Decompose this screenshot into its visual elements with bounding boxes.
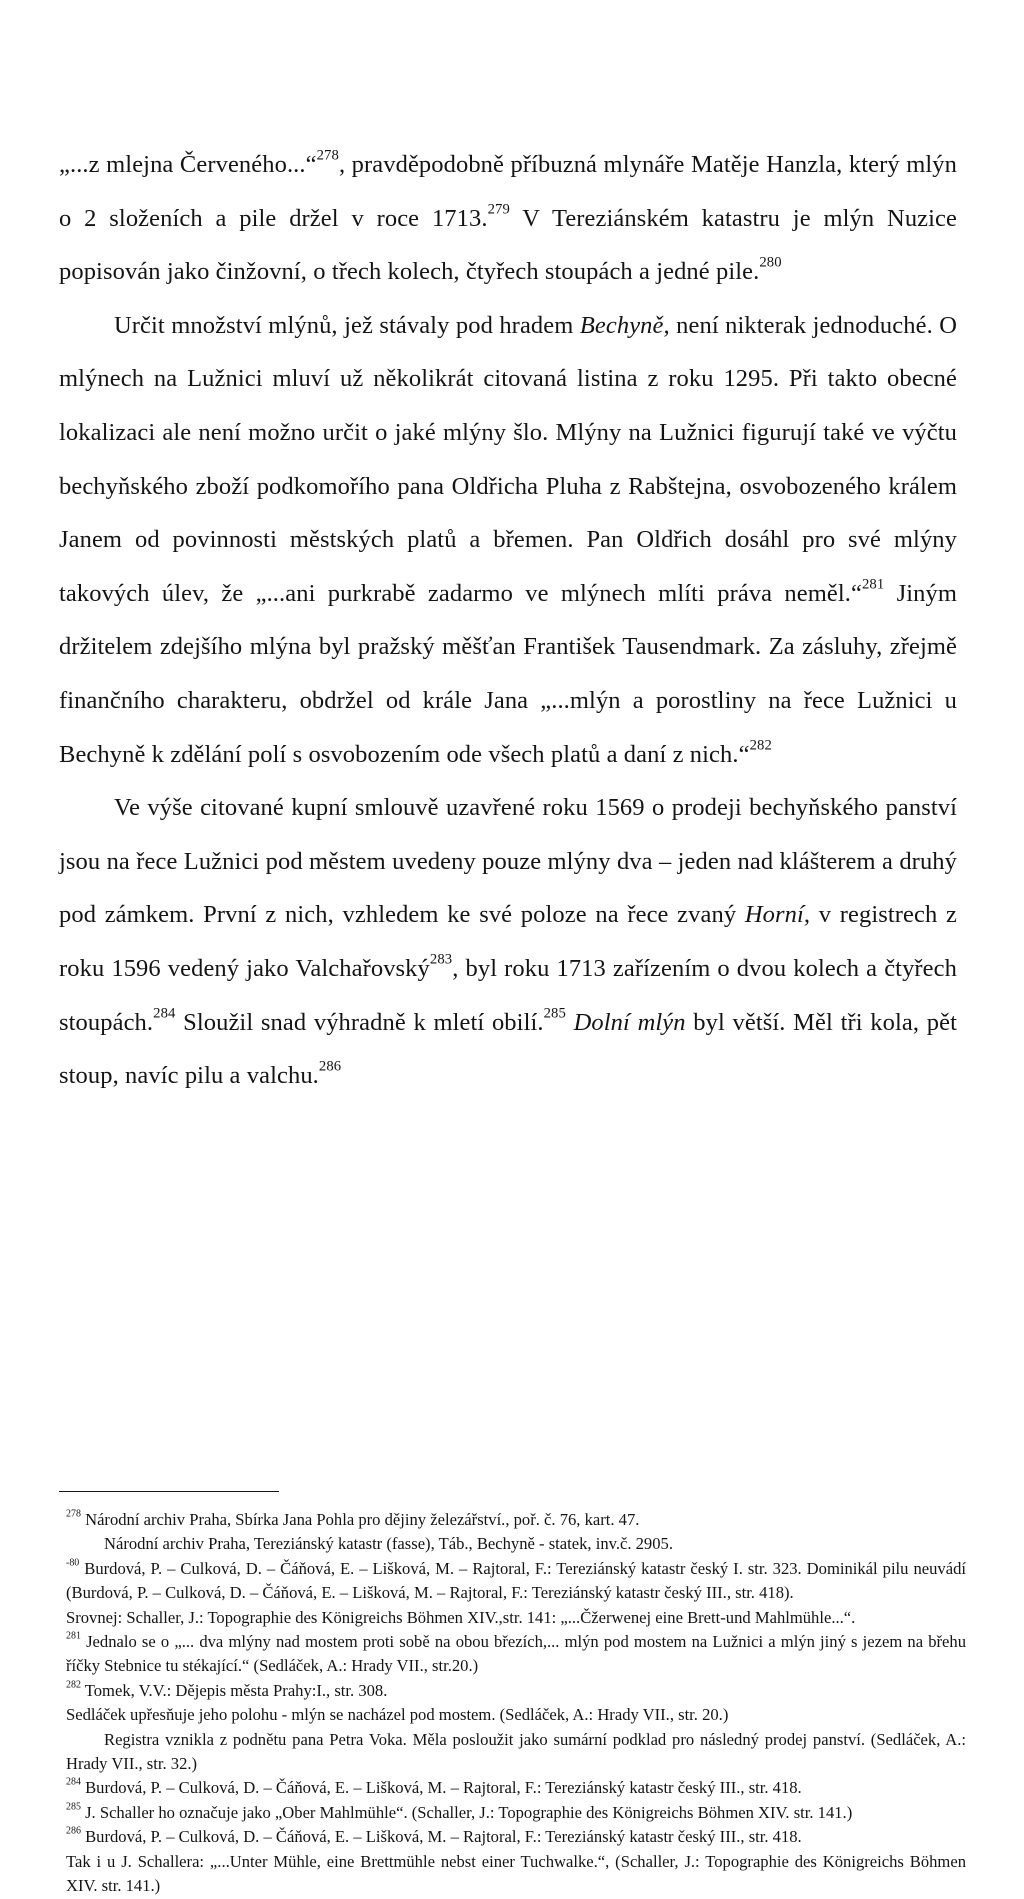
- footnote-ref-284: 284: [153, 1005, 176, 1022]
- footnote-number: 281: [66, 1630, 81, 1642]
- footnote-283-continued: [66, 1728, 966, 1777]
- footnote-280: [66, 1557, 966, 1606]
- text: není nikterak jednoduché. O mlýnech na Lužnici mluví už několikrát citovaná listina z roku 1295. Při takto obecné lokalizaci ale není možno určit o jaké mlýny šlo. Mlýny na Lužnici figurují také ve výčtu bechyňského zboží podkomořího pana Oldřicha Pluha z Rabštejna, osvobozeného králem Janem od povinnosti městských platů a břemen. Pan Oldřich dosáhl pro své mlýny takových úlev, že „...ani purkrabě zadarmo ve mlýnech mlíti práva neměl.“: [59, 311, 958, 607]
- footnote-text: Národní archiv Praha, Sbírka Jana Pohla pro dějiny železářství., poř. č. 76, kart. 47.: [80, 1510, 640, 1529]
- footnote-285: [66, 1801, 966, 1825]
- footnote-278: [66, 1508, 966, 1532]
- footnote-ref-279: 279: [487, 201, 510, 218]
- footnote-ref-281: 281: [861, 576, 885, 593]
- footnote-text: Sedláček upřesňuje jeho polohu - mlýn se nacházel pod mostem. (Sedláček, A.: Hrady VII., str. 20.): [66, 1705, 729, 1725]
- paragraph-3: [59, 781, 957, 1103]
- text: V Tereziánském katastru je mlýn Nuzice popisován jako činžovní, o třech kolech, čtyřech stoupách a jedné pile.: [59, 204, 958, 286]
- footnote-text: Burdová, P. – Culková, D. – Čáňová, E. – Lišková, M. – Rajtoral, F.: Tereziánský katastr český III., str. 418.: [80, 1827, 802, 1847]
- footnote-ref-283: 283: [429, 951, 453, 968]
- text: byl větší. Měl tři kola, pět stoup, navíc pilu a valchu.: [59, 1008, 957, 1090]
- text: v registrech z roku 1596 vedený jako Valchařovský: [59, 901, 957, 982]
- text: „...z mlejna Červeného...“: [59, 151, 317, 178]
- footnote-text: Srovnej: Schaller, J.: Topographie des Königreichs Böhmen XIV.,str. 141: „...Čžerwenej eine Brett-und Mahlmühle...“.: [66, 1607, 856, 1627]
- footnote-text: Burdová, P. – Culková, D. – Čáňová, E. – Lišková, M. – Rajtoral, F.: Tereziánský katastr český I. str. 323. Dominikál pilu neuvádí (Burdová, P. – Culková, D. – Čáňová, E. – Lišková, M. – Rajtoral, F.: Tereziánský katastr český III., str. 418).: [66, 1558, 966, 1603]
- footnote-number: 286: [66, 1825, 81, 1837]
- footnote-282: [66, 1679, 966, 1703]
- text: , pravděpodobně příbuzná mlynáře Matěje Hanzla, který mlýn o 2 složeních a pile držel v roce 1713.: [59, 151, 957, 232]
- body-text: [59, 138, 957, 1103]
- paragraph-1: [59, 138, 957, 299]
- paragraph-2: [59, 299, 957, 781]
- footnote-number: 284: [66, 1777, 81, 1789]
- footnote-text: Registra vznikla z podnětu pana Petra Voka. Měla posloužit jako sumární podklad pro následný prodej panství. (Sedláček, A.: Hrady VII., str. 32.): [66, 1729, 966, 1774]
- italic-mill-name: Horní,: [744, 901, 811, 929]
- footnote-ref-282: 282: [749, 737, 772, 754]
- text: Sloužil snad výhradně k mletí obilí.: [175, 1008, 544, 1036]
- footnote-ref-285: 285: [543, 1005, 566, 1022]
- footnote-number: 282: [66, 1679, 81, 1691]
- footnote-text: Burdová, P. – Culková, D. – Čáňová, E. – Lišková, M. – Rajtoral, F.: Tereziánský katastr český III., str. 418.: [80, 1778, 802, 1798]
- footnote-283: [66, 1703, 966, 1727]
- footnote-text: Tomek, V.V.: Dějepis města Prahy:I., str. 308.: [80, 1680, 388, 1700]
- footnote-ref-278: 278: [316, 147, 339, 164]
- italic-place-name: Bechyně,: [579, 311, 670, 339]
- footnote-280-continued: [66, 1606, 966, 1630]
- footnote-text: Národní archiv Praha, Tereziánský katastr (fasse), Táb., Bechyně - statek, inv.č. 2905.: [104, 1534, 673, 1554]
- footnote-number: 285: [66, 1801, 81, 1813]
- footnote-286-continued: [66, 1850, 966, 1899]
- footnote-number: -80: [66, 1557, 80, 1569]
- text: Ve výše citované kupní smlouvě uzavřené roku 1569 o prodeji bechyňského panství jsou na řece Lužnici pod městem uvedeny pouze mlýny dva – jeden nad klášterem a druhý pod zámkem. První z nich, vzhledem ke své poloze na řece zvaný: [59, 794, 957, 929]
- footnote-ref-280: 280: [759, 254, 782, 271]
- text: , byl roku 1713 zařízením o dvou kolech a čtyřech stoupách.: [59, 954, 957, 1036]
- footnote-divider: [59, 1491, 279, 1492]
- footnote-279: [66, 1532, 966, 1556]
- text: Určit množství mlýnů, jež stávaly pod hradem: [114, 311, 580, 339]
- footnote-number: 278: [66, 1508, 81, 1520]
- italic-mill-name: Dolní mlýn: [573, 1008, 686, 1036]
- footnote-text: J. Schaller ho označuje jako „Ober Mahlmühle“. (Schaller, J.: Topographie des Königreichs Böhmen XIV. str. 141.): [80, 1802, 853, 1822]
- footnote-text: Tak i u J. Schallera: „...Unter Mühle, eine Brettmühle nebst einer Tuchwalke.“, (Schaller, J.: Topographie des Königreichs Böhmen XIV. str. 141.): [66, 1851, 966, 1896]
- footnote-281: [66, 1630, 966, 1679]
- footnote-text: Jednalo se o „... dva mlýny nad mostem proti sobě na obou březích,... mlýn pod mostem na Lužnici a mlýn jiný s jezem na břehu říčky Stebnice tu stékající.“ (Sedláček, A.: Hrady VII., str.20.): [66, 1632, 966, 1676]
- footnotes: [66, 1508, 966, 1899]
- footnote-286: [66, 1825, 966, 1849]
- text: Jiným držitelem zdejšího mlýna byl pražský měšťan František Tausendmark. Za zásluhy, zřejmě finančního charakteru, obdržel od krále Jana „...mlýn a porostliny na řece Lužnici u Bechyně k zdělání polí s osvobozením ode všech platů a daní z nich.“: [59, 579, 957, 768]
- footnote-ref-286: 286: [318, 1058, 342, 1075]
